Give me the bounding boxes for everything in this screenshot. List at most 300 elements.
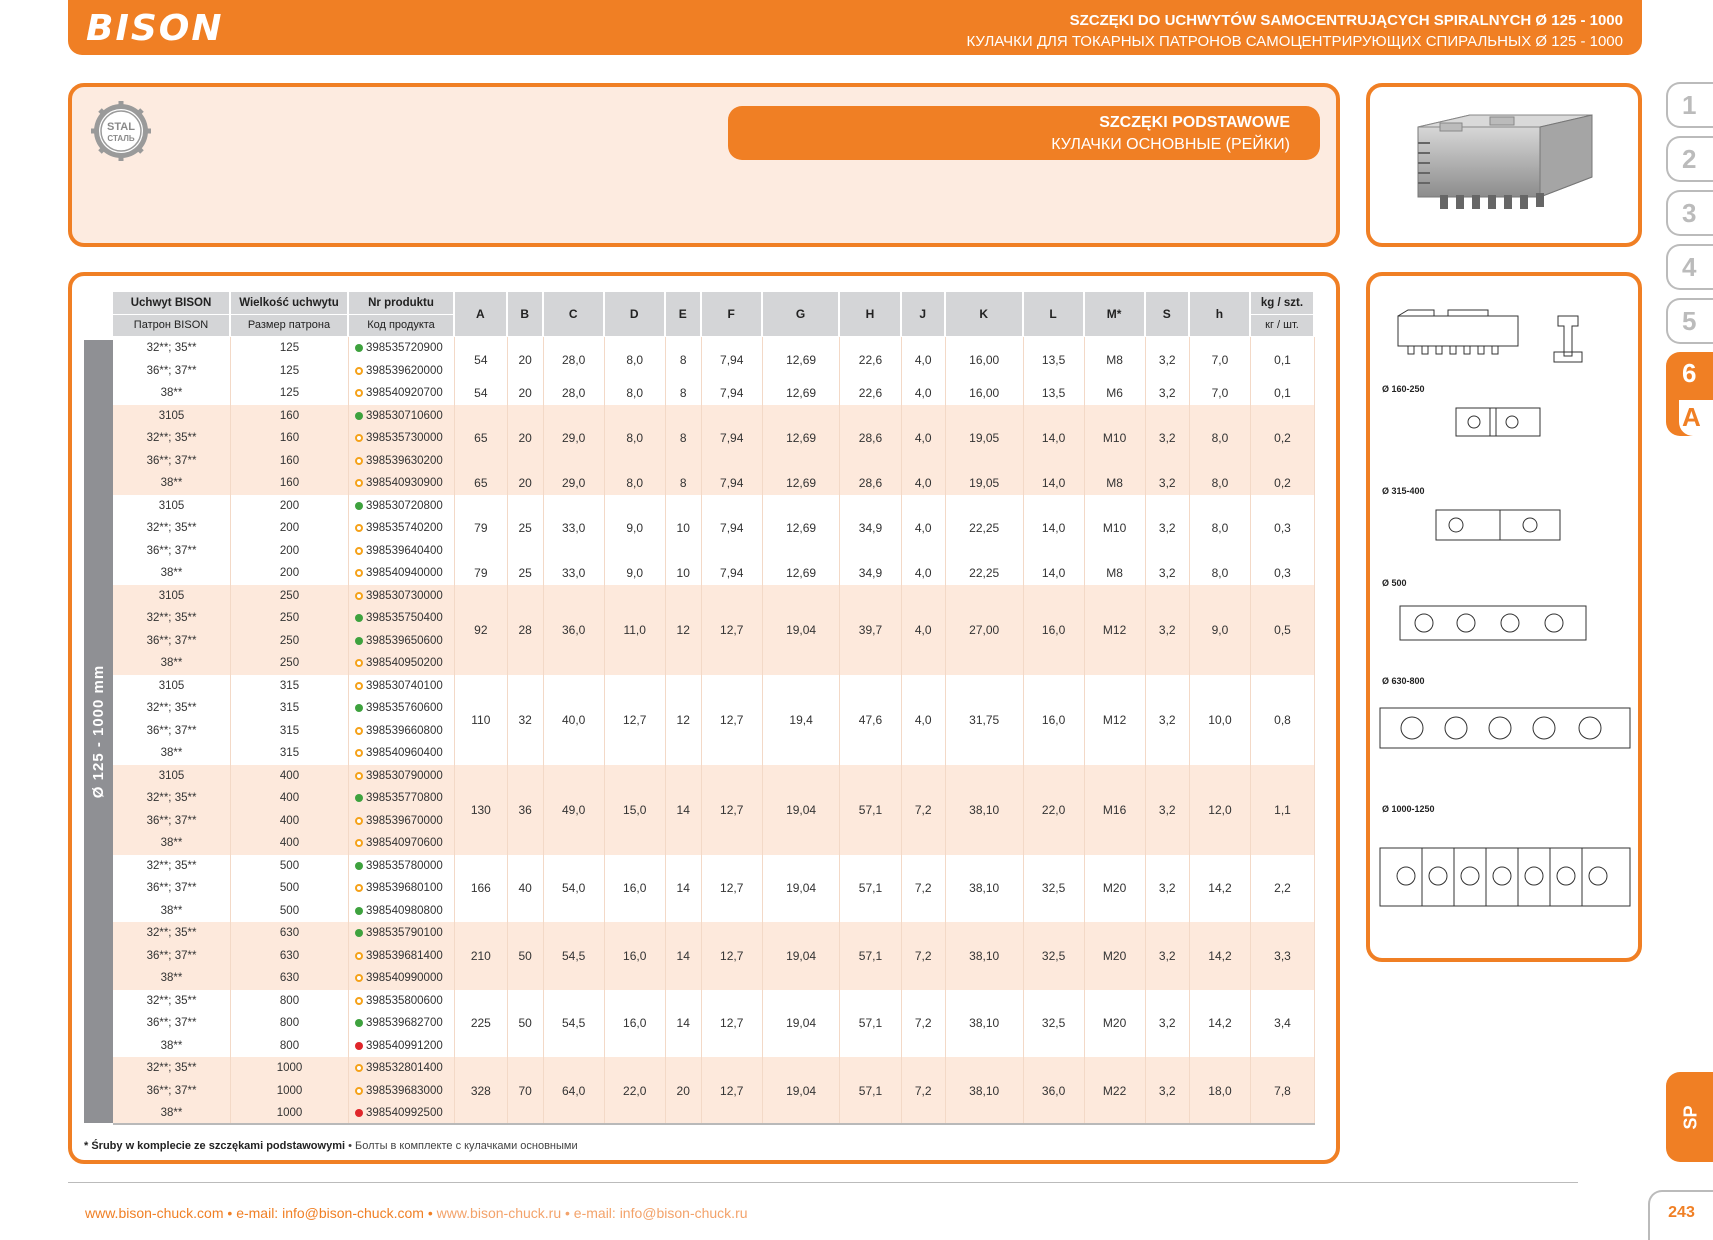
cell-size: 1000 xyxy=(231,1057,349,1080)
col-code: Nr produktu xyxy=(349,292,455,315)
cell-weight: 0,1 xyxy=(1251,337,1315,382)
table-row xyxy=(113,855,1315,878)
cell-dim-S: 3,2 xyxy=(1146,337,1190,382)
cell-dim-B: 20 xyxy=(508,382,544,405)
cell-dim-J: 7,2 xyxy=(902,855,946,923)
cell-dim-S: 3,2 xyxy=(1146,765,1190,855)
col-size-ru: Размер патрона xyxy=(231,315,349,338)
section-title-ru: КУЛАЧКИ ОСНОВНЫЕ (РЕЙКИ) xyxy=(1051,136,1290,153)
cell-dim-K: 38,10 xyxy=(946,765,1024,855)
cell-dim-F: 12,7 xyxy=(702,585,763,675)
header-row xyxy=(113,292,1315,315)
col-weight-ru: кг / шт. xyxy=(1251,315,1315,338)
cell-dim-L: 36,0 xyxy=(1024,1057,1085,1125)
cell-chuck: 36**; 37** xyxy=(113,1080,231,1103)
cell-dim-M: M10 xyxy=(1085,495,1146,563)
availability-ring-icon xyxy=(355,884,363,892)
cell-chuck: 36**; 37** xyxy=(113,720,231,743)
cell-size: 400 xyxy=(231,765,349,788)
cell-dim-J: 7,2 xyxy=(902,1057,946,1125)
availability-green-icon xyxy=(355,502,363,510)
cell-dim-E: 10 xyxy=(666,495,702,563)
footnote-pl: * Śruby w komplecie ze szczękami podstawowymi xyxy=(84,1140,346,1152)
cell-dim-M: M16 xyxy=(1085,765,1146,855)
cell-dim-J: 7,2 xyxy=(902,990,946,1058)
cell-dim-M: M20 xyxy=(1085,922,1146,990)
cell-dim-F: 7,94 xyxy=(702,495,763,563)
availability-ring-icon xyxy=(355,547,363,555)
cell-dim-M: M8 xyxy=(1085,562,1146,585)
cell-dim-A: 130 xyxy=(455,765,508,855)
cell-dim-D: 11,0 xyxy=(605,585,666,675)
cell-size: 315 xyxy=(231,697,349,720)
cell-code xyxy=(349,877,455,900)
cell-dim-L: 13,5 xyxy=(1024,382,1085,405)
cell-dim-B: 50 xyxy=(508,922,544,990)
chapter-tab-5[interactable]: 5 xyxy=(1666,298,1713,344)
cell-dim-L: 16,0 xyxy=(1024,675,1085,765)
cell-dim-G: 19,04 xyxy=(763,585,841,675)
cell-dim-h: 14,2 xyxy=(1190,922,1251,990)
active-tab-letter: A xyxy=(1679,400,1713,436)
availability-ring-icon xyxy=(355,1087,363,1095)
cell-size: 125 xyxy=(231,382,349,405)
availability-ring-icon xyxy=(355,389,363,397)
product-photo-panel xyxy=(1366,83,1642,247)
cell-dim-H: 57,1 xyxy=(840,922,901,990)
cell-chuck: 32**; 35** xyxy=(113,855,231,878)
cell-dim-E: 8 xyxy=(666,405,702,473)
availability-ring-icon xyxy=(355,434,363,442)
cell-dim-S: 3,2 xyxy=(1146,855,1190,923)
cell-size: 200 xyxy=(231,495,349,518)
cell-dim-H: 22,6 xyxy=(840,337,901,382)
product-code: 398539683000 xyxy=(366,1084,443,1097)
footer-email-pl[interactable]: e-mail: info@bison-chuck.com xyxy=(236,1205,424,1221)
cell-dim-F: 12,7 xyxy=(702,922,763,990)
cell-weight: 0,3 xyxy=(1251,495,1315,563)
cell-dim-G: 19,04 xyxy=(763,922,841,990)
cell-dim-L: 14,0 xyxy=(1024,562,1085,585)
cell-code xyxy=(349,787,455,810)
cell-dim-G: 19,04 xyxy=(763,765,841,855)
cell-dim-F: 12,7 xyxy=(702,765,763,855)
cell-chuck: 32**; 35** xyxy=(113,1057,231,1080)
cell-dim-A: 79 xyxy=(455,495,508,563)
cell-size: 630 xyxy=(231,922,349,945)
table-row xyxy=(113,585,1315,608)
cell-dim-B: 50 xyxy=(508,990,544,1058)
cell-dim-C: 29,0 xyxy=(544,472,605,495)
col-L: L xyxy=(1024,292,1085,337)
cell-code xyxy=(349,945,455,968)
footer-web-pl[interactable]: www.bison-chuck.com xyxy=(85,1205,224,1221)
cell-dim-K: 19,05 xyxy=(946,405,1024,473)
product-code: 398535750400 xyxy=(366,612,443,625)
product-code: 398540920700 xyxy=(366,387,443,400)
availability-ring-icon xyxy=(355,974,363,982)
cell-dim-G: 12,69 xyxy=(763,382,841,405)
cell-dim-L: 32,5 xyxy=(1024,922,1085,990)
cell-chuck: 3105 xyxy=(113,765,231,788)
cell-dim-H: 57,1 xyxy=(840,990,901,1058)
table-row xyxy=(113,990,1315,1013)
product-code: 398540970600 xyxy=(366,837,443,850)
table-row xyxy=(113,562,1315,585)
badge-line1: STAL xyxy=(107,121,135,133)
cell-size: 315 xyxy=(231,675,349,698)
product-code: 398540980800 xyxy=(366,904,443,917)
availability-ring-icon xyxy=(355,367,363,375)
product-code: 398540990000 xyxy=(366,972,443,985)
cell-dim-L: 13,5 xyxy=(1024,337,1085,382)
table-row xyxy=(113,405,1315,428)
cell-code xyxy=(349,562,455,585)
drawing-label-1: Ø 160-250 xyxy=(1382,384,1425,394)
cell-dim-C: 36,0 xyxy=(544,585,605,675)
footer-sep-2: • xyxy=(427,1205,433,1221)
cell-dim-J: 4,0 xyxy=(902,495,946,563)
cell-code xyxy=(349,585,455,608)
cell-dim-h: 10,0 xyxy=(1190,675,1251,765)
cell-size: 250 xyxy=(231,652,349,675)
cell-dim-C: 54,5 xyxy=(544,990,605,1058)
cell-dim-D: 8,0 xyxy=(605,382,666,405)
cell-dim-h: 14,2 xyxy=(1190,990,1251,1058)
cell-dim-h: 8,0 xyxy=(1190,495,1251,563)
availability-green-icon xyxy=(355,862,363,870)
cell-dim-D: 9,0 xyxy=(605,562,666,585)
section-tab-label: SP xyxy=(1680,1104,1701,1130)
cell-dim-D: 9,0 xyxy=(605,495,666,563)
cell-dim-J: 4,0 xyxy=(902,405,946,473)
cell-dim-J: 4,0 xyxy=(902,585,946,675)
cell-dim-S: 3,2 xyxy=(1146,382,1190,405)
cell-dim-A: 110 xyxy=(455,675,508,765)
product-code: 398539630200 xyxy=(366,454,443,467)
availability-ring-icon xyxy=(355,727,363,735)
cell-weight: 3,3 xyxy=(1251,922,1315,990)
cell-code xyxy=(349,1102,455,1125)
availability-ring-icon xyxy=(355,592,363,600)
drawings-panel xyxy=(1366,272,1642,962)
col-chuck-ru: Патрон BISON xyxy=(113,315,231,338)
cell-dim-A: 92 xyxy=(455,585,508,675)
col-F: F xyxy=(702,292,763,337)
cell-dim-E: 14 xyxy=(666,922,702,990)
jaw-side-drawing-icon xyxy=(1378,296,1638,366)
cell-dim-C: 33,0 xyxy=(544,562,605,585)
cell-code xyxy=(349,900,455,923)
cell-dim-A: 166 xyxy=(455,855,508,923)
product-code: 398539670000 xyxy=(366,814,443,827)
cell-dim-K: 27,00 xyxy=(946,585,1024,675)
cell-size: 630 xyxy=(231,945,349,968)
side-range-label: Ø 125 - 1000 mm xyxy=(90,664,107,799)
side-range-label-wrap xyxy=(84,340,113,1123)
product-code: 398530730000 xyxy=(366,589,443,602)
cell-dim-J: 4,0 xyxy=(902,382,946,405)
cell-size: 200 xyxy=(231,517,349,540)
cell-chuck: 32**; 35** xyxy=(113,607,231,630)
cell-chuck: 36**; 37** xyxy=(113,945,231,968)
cell-dim-F: 7,94 xyxy=(702,472,763,495)
cell-weight: 2,2 xyxy=(1251,855,1315,923)
cell-chuck: 36**; 37** xyxy=(113,877,231,900)
cell-dim-F: 12,7 xyxy=(702,855,763,923)
cell-dim-H: 28,6 xyxy=(840,472,901,495)
cell-dim-S: 3,2 xyxy=(1146,675,1190,765)
product-code: 398535770800 xyxy=(366,792,443,805)
product-code: 398539640400 xyxy=(366,544,443,557)
cell-dim-L: 32,5 xyxy=(1024,855,1085,923)
cell-dim-E: 12 xyxy=(666,675,702,765)
col-E: E xyxy=(666,292,702,337)
cell-size: 500 xyxy=(231,877,349,900)
cell-dim-A: 65 xyxy=(455,405,508,473)
cell-weight: 0,8 xyxy=(1251,675,1315,765)
footer-sep-1: • xyxy=(227,1205,233,1221)
cell-size: 800 xyxy=(231,1012,349,1035)
availability-ring-icon xyxy=(355,749,363,757)
cell-size: 400 xyxy=(231,832,349,855)
cell-dim-F: 12,7 xyxy=(702,990,763,1058)
cell-dim-h: 9,0 xyxy=(1190,585,1251,675)
cell-code xyxy=(349,810,455,833)
cell-code xyxy=(349,405,455,428)
cell-dim-M: M20 xyxy=(1085,990,1146,1058)
cell-dim-J: 4,0 xyxy=(902,675,946,765)
cell-dim-K: 22,25 xyxy=(946,562,1024,585)
cell-dim-L: 14,0 xyxy=(1024,472,1085,495)
footnote-ru: • Болты в комплекте с кулачками основными xyxy=(348,1140,578,1152)
cell-code xyxy=(349,990,455,1013)
cell-chuck: 3105 xyxy=(113,495,231,518)
footer-email-ru[interactable]: e-mail: info@bison-chuck.ru xyxy=(573,1205,748,1221)
table-row xyxy=(113,382,1315,405)
cell-dim-G: 12,69 xyxy=(763,495,841,563)
cell-dim-C: 28,0 xyxy=(544,382,605,405)
section-title-pl: SZCZĘKI PODSTAWOWE xyxy=(1099,114,1290,131)
cell-size: 250 xyxy=(231,630,349,653)
cell-dim-C: 40,0 xyxy=(544,675,605,765)
cell-dim-L: 22,0 xyxy=(1024,765,1085,855)
cell-code xyxy=(349,855,455,878)
cell-dim-G: 19,4 xyxy=(763,675,841,765)
footer-contacts xyxy=(85,1205,748,1221)
product-code: 398535760600 xyxy=(366,702,443,715)
cell-dim-B: 25 xyxy=(508,562,544,585)
cell-dim-h: 12,0 xyxy=(1190,765,1251,855)
product-code: 398530720800 xyxy=(366,499,443,512)
table-row xyxy=(113,495,1315,518)
footnote xyxy=(84,1140,578,1152)
cell-dim-G: 12,69 xyxy=(763,405,841,473)
chapter-tab-6-active[interactable] xyxy=(1666,352,1713,436)
cell-chuck: 32**; 35** xyxy=(113,787,231,810)
cell-size: 250 xyxy=(231,585,349,608)
cell-dim-H: 28,6 xyxy=(840,405,901,473)
cell-dim-M: M12 xyxy=(1085,675,1146,765)
cell-dim-L: 14,0 xyxy=(1024,495,1085,563)
col-chuck: Uchwyt BISON xyxy=(113,292,231,315)
col-G: G xyxy=(763,292,841,337)
cell-weight: 1,1 xyxy=(1251,765,1315,855)
availability-ring-icon xyxy=(355,457,363,465)
cell-dim-L: 14,0 xyxy=(1024,405,1085,473)
cell-code xyxy=(349,472,455,495)
cell-dim-K: 16,00 xyxy=(946,382,1024,405)
cell-code xyxy=(349,1012,455,1035)
cell-dim-M: M8 xyxy=(1085,472,1146,495)
cell-dim-B: 28 xyxy=(508,585,544,675)
cell-dim-A: 65 xyxy=(455,472,508,495)
section-banner xyxy=(728,106,1320,160)
availability-ring-icon xyxy=(355,772,363,780)
cell-size: 400 xyxy=(231,787,349,810)
chapter-tab-4[interactable]: 4 xyxy=(1666,244,1713,290)
product-code: 398535740200 xyxy=(366,522,443,535)
cell-code xyxy=(349,540,455,563)
active-tab-number: 6 xyxy=(1682,358,1697,388)
cell-dim-C: 28,0 xyxy=(544,337,605,382)
cell-code xyxy=(349,495,455,518)
stal-badge-icon xyxy=(90,100,152,162)
section-tab-sp[interactable] xyxy=(1666,1072,1713,1162)
footer-web-ru[interactable]: www.bison-chuck.ru xyxy=(436,1205,562,1221)
cell-dim-B: 20 xyxy=(508,405,544,473)
cell-weight: 0,2 xyxy=(1251,405,1315,473)
availability-ring-icon xyxy=(355,524,363,532)
product-code: 398535780000 xyxy=(366,859,443,872)
page-number: 243 xyxy=(1648,1190,1713,1240)
cell-size: 500 xyxy=(231,900,349,923)
cell-dim-J: 7,2 xyxy=(902,922,946,990)
cell-weight: 0,5 xyxy=(1251,585,1315,675)
col-size: Wielkość uchwytu xyxy=(231,292,349,315)
cell-dim-h: 8,0 xyxy=(1190,472,1251,495)
cell-code xyxy=(349,607,455,630)
table-row xyxy=(113,765,1315,788)
cell-dim-J: 4,0 xyxy=(902,337,946,382)
availability-ring-icon xyxy=(355,1064,363,1072)
cell-dim-A: 54 xyxy=(455,337,508,382)
cell-weight: 0,3 xyxy=(1251,562,1315,585)
cell-weight: 7,8 xyxy=(1251,1057,1315,1125)
cell-code xyxy=(349,337,455,360)
cell-dim-G: 12,69 xyxy=(763,337,841,382)
cell-dim-C: 49,0 xyxy=(544,765,605,855)
cell-dim-D: 22,0 xyxy=(605,1057,666,1125)
cell-size: 160 xyxy=(231,427,349,450)
cell-dim-S: 3,2 xyxy=(1146,495,1190,563)
col-H: H xyxy=(840,292,901,337)
cell-chuck: 38** xyxy=(113,652,231,675)
cell-dim-L: 16,0 xyxy=(1024,585,1085,675)
product-code: 398532801400 xyxy=(366,1062,443,1075)
cell-dim-C: 29,0 xyxy=(544,405,605,473)
cell-dim-S: 3,2 xyxy=(1146,1057,1190,1125)
cell-dim-G: 19,04 xyxy=(763,855,841,923)
cell-chuck: 38** xyxy=(113,472,231,495)
cell-code xyxy=(349,742,455,765)
cell-chuck: 36**; 37** xyxy=(113,810,231,833)
chapter-tab-3[interactable]: 3 xyxy=(1666,190,1713,236)
availability-ring-icon xyxy=(355,839,363,847)
availability-green-icon xyxy=(355,637,363,645)
cell-dim-K: 31,75 xyxy=(946,675,1024,765)
cell-size: 160 xyxy=(231,405,349,428)
product-code: 398540930900 xyxy=(366,477,443,490)
cell-dim-A: 79 xyxy=(455,562,508,585)
cell-dim-K: 16,00 xyxy=(946,337,1024,382)
availability-green-icon xyxy=(355,907,363,915)
col-code-ru: Код продукта xyxy=(349,315,455,338)
badge-line2: СТАЛЬ xyxy=(107,134,135,143)
cell-dim-J: 7,2 xyxy=(902,765,946,855)
cell-dim-M: M8 xyxy=(1085,337,1146,382)
cell-chuck: 32**; 35** xyxy=(113,337,231,360)
cell-size: 400 xyxy=(231,810,349,833)
cell-dim-M: M20 xyxy=(1085,855,1146,923)
cell-chuck: 38** xyxy=(113,382,231,405)
cell-dim-G: 12,69 xyxy=(763,472,841,495)
cell-size: 250 xyxy=(231,607,349,630)
cell-code xyxy=(349,1057,455,1080)
availability-green-icon xyxy=(355,929,363,937)
cell-code xyxy=(349,967,455,990)
product-code: 398539650600 xyxy=(366,634,443,647)
product-code: 398535720900 xyxy=(366,342,443,355)
cell-chuck: 32**; 35** xyxy=(113,427,231,450)
cell-dim-F: 7,94 xyxy=(702,382,763,405)
cell-dim-S: 3,2 xyxy=(1146,562,1190,585)
cell-chuck: 32**; 35** xyxy=(113,922,231,945)
jaw-photo-icon xyxy=(1370,87,1638,243)
col-S: S xyxy=(1146,292,1190,337)
chapter-tab-2[interactable]: 2 xyxy=(1666,136,1713,182)
cell-chuck: 38** xyxy=(113,562,231,585)
cell-code xyxy=(349,652,455,675)
cell-code xyxy=(349,720,455,743)
product-code: 398540991200 xyxy=(366,1039,443,1052)
cell-dim-K: 38,10 xyxy=(946,922,1024,990)
cell-dim-C: 54,0 xyxy=(544,855,605,923)
cell-dim-B: 25 xyxy=(508,495,544,563)
cell-dim-D: 16,0 xyxy=(605,855,666,923)
cell-chuck: 36**; 37** xyxy=(113,1012,231,1035)
cell-chuck: 32**; 35** xyxy=(113,990,231,1013)
cell-dim-B: 20 xyxy=(508,337,544,382)
col-D: D xyxy=(605,292,666,337)
cell-chuck: 38** xyxy=(113,742,231,765)
cell-size: 800 xyxy=(231,990,349,1013)
cell-chuck: 38** xyxy=(113,1035,231,1058)
cell-code xyxy=(349,675,455,698)
cell-dim-S: 3,2 xyxy=(1146,585,1190,675)
col-K: K xyxy=(946,292,1024,337)
cell-dim-D: 12,7 xyxy=(605,675,666,765)
cell-dim-K: 19,05 xyxy=(946,472,1024,495)
cell-dim-H: 57,1 xyxy=(840,765,901,855)
header-title-pl: SZCZĘKI DO UCHWYTÓW SAMOCENTRUJĄCYCH SPIRALNYCH Ø 125 - 1000 xyxy=(1069,12,1623,29)
chapter-tab-1[interactable]: 1 xyxy=(1666,82,1713,128)
cell-dim-F: 7,94 xyxy=(702,405,763,473)
availability-green-icon xyxy=(355,794,363,802)
product-code: 398530790000 xyxy=(366,769,443,782)
footer-rule xyxy=(68,1182,1578,1183)
cell-dim-J: 4,0 xyxy=(902,562,946,585)
